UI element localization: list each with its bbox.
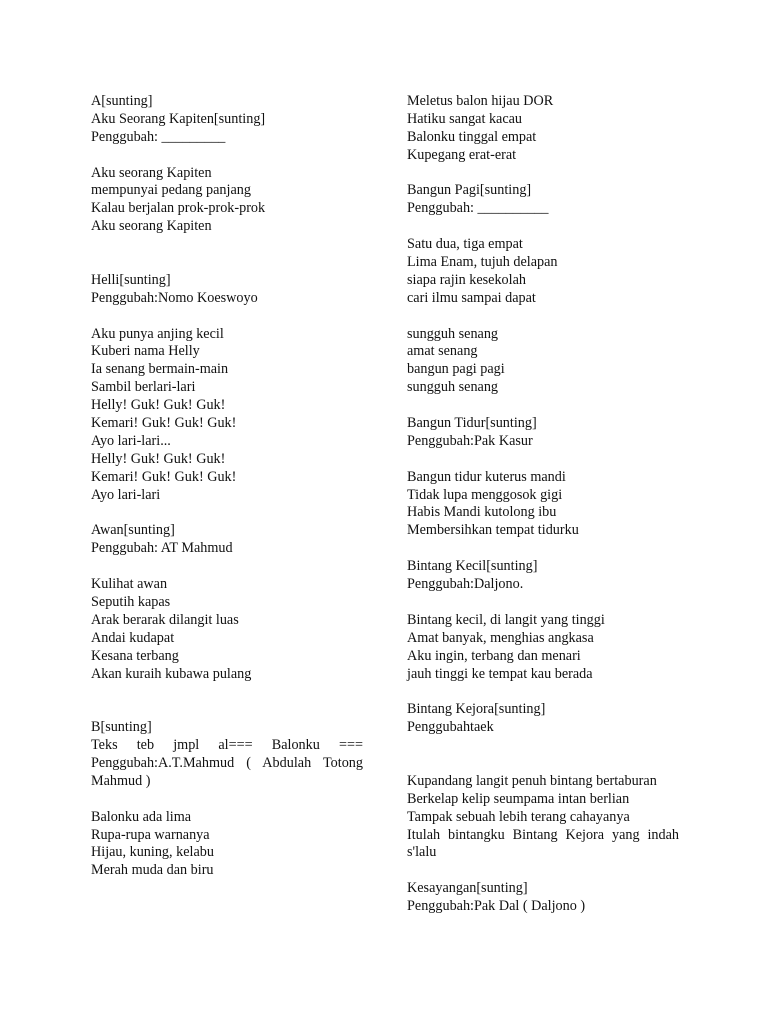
song-author-continued: Mahmud ) — [91, 772, 151, 789]
lyric-line: Arak berarak dilangit luas — [91, 611, 239, 628]
lyric-line: Satu dua, tiga empat — [407, 236, 523, 253]
lyric-line: Ayo lari-lari — [91, 486, 161, 503]
lyric-line: Aku ingin, terbang dan menari — [407, 647, 581, 664]
lyric-line: Merah muda dan biru — [91, 862, 214, 879]
lyric-line: Bintang kecil, di langit yang tinggi — [407, 611, 605, 628]
lyric-line: jauh tinggi ke tempat kau berada — [407, 665, 593, 682]
song-title-aku-seorang-kapiten: Aku Seorang Kapiten[sunting] — [91, 110, 266, 127]
right-column — [407, 93, 679, 916]
left-column — [91, 93, 363, 880]
section-heading-b: B[sunting] — [91, 719, 152, 736]
section-heading-a: A[sunting] — [91, 93, 153, 109]
lyric-line: Kemari! Guk! Guk! Guk! — [91, 415, 237, 432]
song-title-bangun-tidur: Bangun Tidur[sunting] — [407, 415, 537, 432]
song-author: Penggubah: _________ — [91, 128, 226, 145]
lyric-line: Hatiku sangat kacau — [407, 110, 523, 127]
lyric-line: Kulihat awan — [91, 576, 168, 593]
lyric-line: Ayo lari-lari... — [91, 432, 171, 449]
lyric-line: Ia senang bermain-main — [91, 361, 229, 378]
lyric-line: Kupegang erat-erat — [407, 146, 517, 163]
lyric-line: bangun pagi pagi — [407, 361, 505, 378]
lyric-line: Balonku tinggal empat — [407, 128, 537, 145]
lyric-line: Seputih kapas — [91, 593, 171, 610]
song-author: Penggubah:Nomo Koeswoyo — [91, 289, 258, 306]
lyric-line: Sambil berlari-lari — [91, 379, 196, 396]
song-title-helli: Helli[sunting] — [91, 271, 171, 288]
song-title-awan: Awan[sunting] — [91, 522, 175, 539]
lyric-line: Lima Enam, tujuh delapan — [407, 254, 558, 271]
lyric-line: Tidak lupa menggosok gigi — [407, 486, 563, 503]
song-author: Penggubah: AT Mahmud — [91, 540, 233, 557]
lyric-line: Kuberi nama Helly — [91, 343, 200, 360]
song-author: Penggubah:Daljono. — [407, 576, 524, 593]
lyric-line: Berkelap kelip seumpama intan berlian — [407, 790, 630, 807]
song-title-kesayangan: Kesayangan[sunting] — [407, 880, 528, 897]
lyric-line: Helly! Guk! Guk! Guk! — [91, 450, 226, 467]
lyric-line: Aku seorang Kapiten — [91, 218, 212, 235]
lyric-line: siapa rajin kesekolah — [407, 271, 526, 288]
lyric-line: mempunyai pedang panjang — [91, 182, 251, 199]
lyric-line: Kemari! Guk! Guk! Guk! — [91, 468, 237, 485]
lyric-line: Meletus balon hijau DOR — [407, 93, 554, 109]
lyric-line: cari ilmu sampai dapat — [407, 289, 536, 306]
song-title-bangun-pagi: Bangun Pagi[sunting] — [407, 182, 532, 199]
lyric-line: amat senang — [407, 343, 478, 360]
song-author: Penggubah:Pak Dal ( Daljono ) — [407, 898, 586, 915]
lyric-line: Tampak sebuah lebih terang cahayanya — [407, 808, 630, 825]
teks-line: Teks teb jmpl al=== Balonku === — [91, 737, 363, 754]
song-author: Penggubah: __________ — [407, 200, 549, 217]
lyric-line: Rupa-rupa warnanya — [91, 826, 210, 843]
lyric-line: Hijau, kuning, kelabu — [91, 844, 214, 861]
lyric-line: Amat banyak, menghias angkasa — [407, 629, 594, 646]
lyric-line: Itulah bintangku Bintang Kejora yang indah — [407, 826, 679, 843]
lyric-line: sungguh senang — [407, 325, 499, 342]
song-title-bintang-kejora: Bintang Kejora[sunting] — [407, 701, 546, 718]
lyric-line: Helly! Guk! Guk! Guk! — [91, 397, 226, 414]
lyric-line: Bangun tidur kuterus mandi — [407, 468, 566, 485]
lyric-line: Andai kudapat — [91, 629, 175, 646]
lyric-line: Kupandang langit penuh bintang bertaburan — [407, 772, 657, 789]
lyric-line: sungguh senang — [407, 379, 499, 396]
lyric-line: Membersihkan tempat tidurku — [407, 522, 579, 539]
lyric-line: Balonku ada lima — [91, 808, 192, 825]
lyric-line: Aku seorang Kapiten — [91, 164, 212, 181]
song-author: Penggubah:Pak Kasur — [407, 432, 533, 449]
lyric-line: Habis Mandi kutolong ibu — [407, 504, 557, 521]
lyric-line: Kesana terbang — [91, 647, 179, 664]
song-title-bintang-kecil: Bintang Kecil[sunting] — [407, 558, 538, 575]
lyric-line: Aku punya anjing kecil — [91, 325, 224, 342]
song-author: Penggubahtaek — [407, 719, 494, 736]
song-author: Penggubah:A.T.Mahmud ( Abdulah Totong — [91, 754, 363, 771]
lyric-line: Akan kuraih kubawa pulang — [91, 665, 252, 682]
lyric-line-continued: s'lalu — [407, 844, 437, 861]
lyric-line: Kalau berjalan prok-prok-prok — [91, 200, 266, 217]
